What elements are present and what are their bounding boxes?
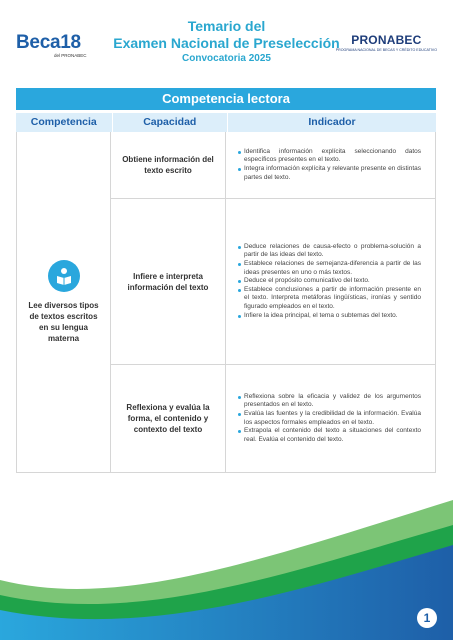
indicador-item: Reflexiona sobre la eficacia y validez de los argumentos presentados en el texto.: [238, 393, 421, 410]
indicador-item: Establece conclusiones a partir de información presente en el texto. Interpreta metáforas lingüísticas, ironías y sentido figurado empleados en el texto.: [238, 286, 421, 312]
indicador-item: Establece relaciones de semejanza-diferencia a partir de las ideas presentes en uno o más textos.: [238, 260, 421, 277]
capacidad-cell: Reflexiona y evalúa la forma, el contenido y contexto del texto: [111, 365, 226, 472]
table-row: [111, 132, 435, 199]
table-header-row: [16, 113, 436, 132]
indicador-cell: [226, 365, 435, 472]
title-line-1: Temario del: [187, 18, 266, 34]
footer-wave-decoration: [0, 500, 453, 640]
indicador-item: Infiere la idea principal, el tema o subtemas del texto.: [238, 312, 421, 321]
indicador-item: Evalúa las fuentes y la credibilidad de la información. Evalúa los aspectos formales empleados en el texto.: [238, 410, 421, 427]
pronabec-logo: [336, 33, 437, 52]
pronabec-logo-text: PRONABEC: [351, 33, 422, 47]
capacidad-indicador-columns: [111, 132, 435, 472]
table-body: [16, 132, 436, 473]
competency-table: [16, 88, 436, 473]
title-line-3: Convocatoria 2025: [182, 53, 271, 64]
capacidad-cell: Obtiene información del texto escrito: [111, 132, 226, 198]
indicador-item: Deduce el propósito comunicativo del texto.: [238, 277, 421, 286]
indicador-cell: [226, 199, 435, 364]
table-row: [111, 199, 435, 365]
beca18-logo-sub: del PRONABEC: [54, 53, 87, 58]
header-competencia: Competencia: [16, 113, 113, 132]
capacidad-cell: Infiere e interpreta información del texto: [111, 199, 226, 364]
table-row: [111, 365, 435, 472]
page-number: 1: [417, 608, 437, 628]
competencia-cell: [17, 132, 111, 472]
indicador-item: Integra información explícita y relevante presente en distintas partes del texto.: [238, 165, 421, 182]
title-line-2: Examen Nacional de Preselección: [113, 35, 340, 51]
indicador-cell: [226, 132, 435, 198]
header-capacidad: Capacidad: [113, 113, 228, 132]
reader-icon: [48, 260, 80, 292]
pronabec-logo-sub: PROGRAMA NACIONAL DE BECAS Y CRÉDITO EDUCATIVO: [335, 48, 437, 52]
indicador-item: Identifica información explícita seleccionando datos específicos presentes en el texto.: [238, 148, 421, 165]
header-indicador: Indicador: [308, 116, 356, 128]
beca18-logo-text: Beca18: [16, 32, 81, 53]
indicador-item: Extrapola el contenido del texto a situaciones del contexto real. Evalúa el contenido del texto.: [238, 427, 421, 444]
indicador-item: Deduce relaciones de causa-efecto o problema-solución a partir de las ideas del texto.: [238, 243, 421, 260]
competencia-text: Lee diversos tipos de textos escritos en su lengua materna: [28, 301, 99, 343]
table-banner: Competencia lectora: [16, 88, 436, 110]
